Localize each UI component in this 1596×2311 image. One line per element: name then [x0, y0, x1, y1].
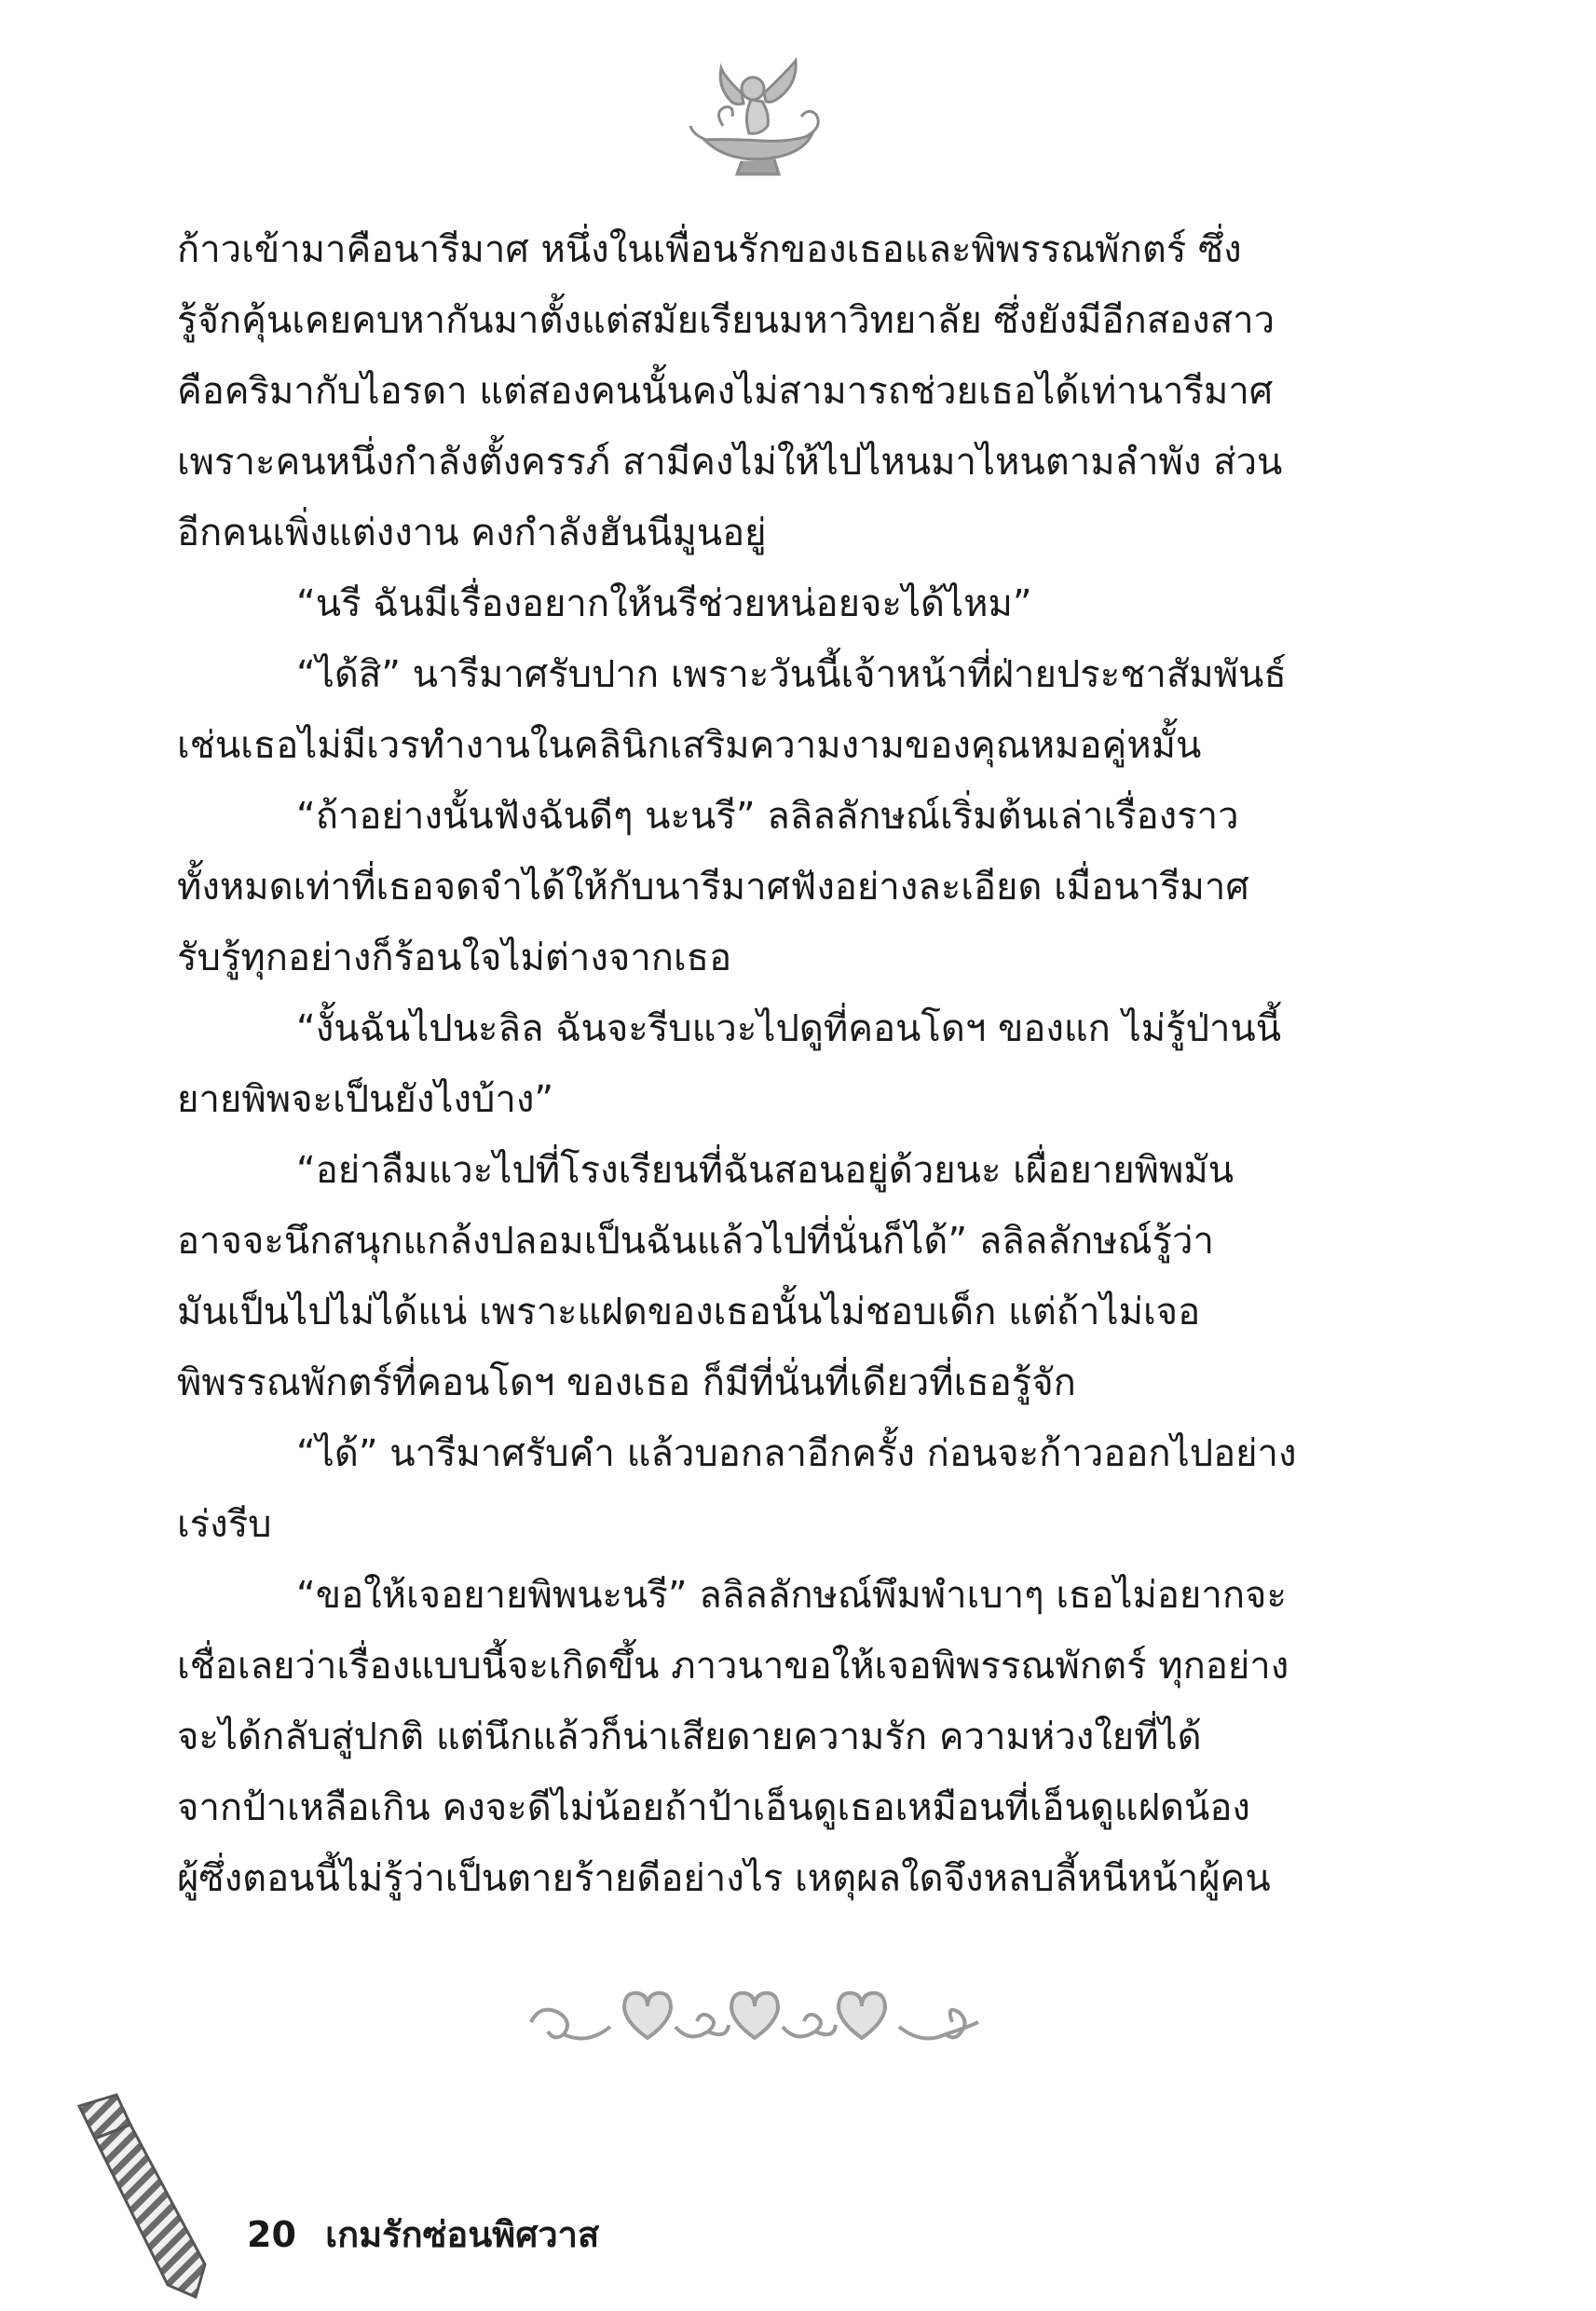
cupid-lamp-ornament-icon — [686, 51, 825, 182]
text-line: พิพรรณพักตร์ที่คอนโดฯ ของเธอ ก็มีที่นั่นที่เดียวที่เธอรู้จัก — [177, 1361, 1076, 1404]
body-text — [177, 214, 1323, 1914]
text-line: ผู้ซึ่งตอนนี้ไม่รู้ว่าเป็นตายร้ายดีอย่างไร เหตุผลใดจึงหลบลี้หนีหน้าผู้คน — [177, 1857, 1271, 1900]
text-line: “ขอให้เจอยายพิพนะนรี” ลลิลลักษณ์พึมพำเบาๆ เธอไม่อยากจะ — [296, 1574, 1287, 1617]
text-line: เพราะคนหนึ่งกำลังตั้งครรภ์ สามีคงไม่ให้ไปไหนมาไหนตามลำพัง ส่วน — [177, 441, 1283, 484]
text-line: “อย่าลืมแวะไปที่โรงเรียนที่ฉันสอนอยู่ด้วยนะ เผื่อยายพิพมัน — [296, 1149, 1235, 1192]
text-line: เชื่อเลยว่าเรื่องแบบนี้จะเกิดขึ้น ภาวนาขอให้เจอพิพรรณพักตร์ ทุกอย่าง — [177, 1645, 1289, 1688]
page-footer — [247, 2207, 599, 2263]
text-line: อีกคนเพิ่งแต่งงาน คงกำลังฮันนีมูนอยู่ — [177, 512, 767, 554]
text-line: มันเป็นไปไม่ได้แน่ เพราะแฝดของเธอนั้นไม่ชอบเด็ก แต่ถ้าไม่เจอ — [177, 1291, 1201, 1333]
text-line: อาจจะนึกสนุกแกล้งปลอมเป็นฉันแล้วไปที่นั่นก็ได้” ลลิลลักษณ์รู้ว่า — [177, 1220, 1214, 1263]
text-line: คือคริมากับไอรดา แต่สองคนนั้นคงไม่สามารถช่วยเธอได้เท่านารีมาศ — [177, 370, 1274, 413]
text-line: “ถ้าอย่างนั้นฟังฉันดีๆ นะนรี” ลลิลลักษณ์เริ่มต้นเล่าเรื่องราว — [296, 795, 1239, 838]
text-line: “งั้นฉันไปนะลิล ฉันจะรีบแวะไปดูที่คอนโดฯ ของแก ไม่รู้ป่านนี้ — [296, 1007, 1282, 1050]
text-line: เร่งรีบ — [177, 1503, 272, 1546]
text-line: เช่นเธอไม่มีเวรทำงานในคลินิกเสริมความงามของคุณหมอคู่หมั้น — [177, 724, 1202, 767]
page-number: 20 — [247, 2214, 296, 2255]
necktie-icon — [65, 2087, 224, 2302]
text-line: ทั้งหมดเท่าที่เธอจดจำได้ให้กับนารีมาศฟังอย่างละเอียด เมื่อนารีมาศ — [177, 866, 1249, 909]
text-line: รับรู้ทุกอย่างก็ร้อนใจไม่ต่างจากเธอ — [177, 937, 732, 979]
text-line: จากป้าเหลือเกิน คงจะดีไม่น้อยถ้าป้าเอ็นดูเธอเหมือนที่เอ็นดูแฝดน้อง — [177, 1786, 1250, 1829]
text-line: ก้าวเข้ามาคือนารีมาศ หนึ่งในเพื่อนรักของเธอและพิพรรณพักตร์ ซึ่ง — [177, 228, 1242, 271]
text-line: “นรี ฉันมีเรื่องอยากให้นรีช่วยหน่อยจะได้ไหม” — [296, 582, 1032, 625]
text-line: “ได้สิ” นารีมาศรับปาก เพราะวันนี้เจ้าหน้าที่ฝ่ายประชาสัมพันธ์ — [296, 653, 1287, 696]
book-title: เกมรักซ่อนพิศวาส — [325, 2214, 600, 2255]
heart-swirl-divider-icon — [522, 1980, 988, 2055]
text-line: ยายพิพจะเป็นยังไงบ้าง” — [177, 1078, 554, 1121]
text-line: รู้จักคุ้นเคยคบหากันมาตั้งแต่สมัยเรียนมหาวิทยาลัย ซึ่งยังมีอีกสองสาว — [177, 299, 1275, 342]
text-line: จะได้กลับสู่ปกติ แต่นึกแล้วก็น่าเสียดายความรัก ความห่วงใยที่ได้ — [177, 1716, 1202, 1758]
text-line: “ได้” นารีมาศรับคำ แล้วบอกลาอีกครั้ง ก่อนจะก้าวออกไปอย่าง — [296, 1432, 1297, 1475]
